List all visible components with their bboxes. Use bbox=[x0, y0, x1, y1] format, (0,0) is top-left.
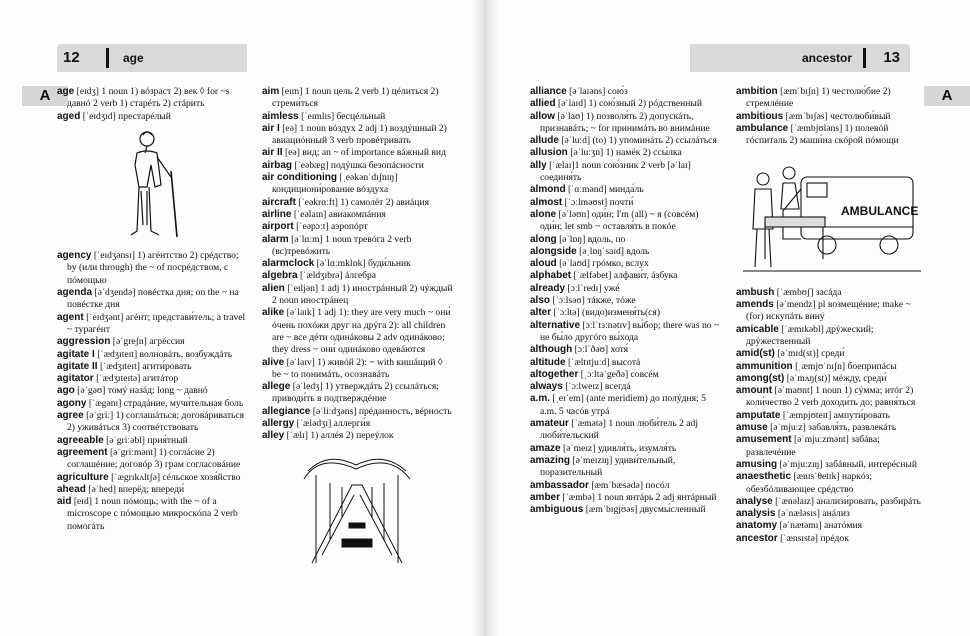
dictionary-entry bbox=[530, 135, 722, 147]
dictionary-entry bbox=[57, 111, 249, 123]
dictionary-entry bbox=[262, 307, 454, 356]
definition: [ˈæmpjʊteɪt] ампути́ровать bbox=[780, 409, 890, 421]
headword: ancestor bbox=[736, 532, 778, 544]
headword: already bbox=[530, 282, 566, 294]
definition: [ˈeəkrɑːft] 1) самолёт 2) авиáция bbox=[295, 196, 429, 208]
headword: amputate bbox=[736, 409, 781, 421]
headword: alarm bbox=[262, 233, 289, 245]
dictionary-entry bbox=[530, 147, 722, 159]
dictionary-entry bbox=[262, 406, 454, 418]
definition: [ˈɔːlsəʊ] тáкже, тóже bbox=[550, 295, 636, 307]
dictionary-entry bbox=[530, 320, 722, 345]
dictionary-entry bbox=[262, 418, 454, 430]
definition: [əˈdʒendə] повéстка дня; on the ~ на повéстке дня bbox=[67, 287, 239, 311]
definition: [əˈlaɪk] 1 adj 1): they are very much ~ они́ óчень похóжи друг на дрýга 2): all children are ~ все дéти одинáковы 2 adv одинáково; they dress ~ они́ одинáково одевáются bbox=[272, 307, 451, 356]
headword: alarmclock bbox=[262, 258, 315, 270]
headword: alphabet bbox=[530, 270, 572, 282]
dictionary-entry bbox=[57, 361, 249, 373]
letter-tab: A bbox=[22, 86, 68, 106]
headword: allow bbox=[530, 110, 556, 122]
left-page bbox=[0, 0, 480, 636]
illustration bbox=[736, 149, 928, 283]
headword: along bbox=[530, 233, 557, 245]
dictionary-entry bbox=[736, 471, 928, 496]
definition: [əˈliːdʒəns] прéданность, вéрность bbox=[310, 405, 452, 417]
definition: [ˈæmbə] 1 noun янтáрь 2 adj янтáрный bbox=[560, 491, 717, 503]
headword: among(st) bbox=[736, 372, 785, 384]
headword: ambitious bbox=[736, 110, 784, 122]
definition: [eɪdʒ] 1 noun 1) вóзраст 2) век ◊ for ~s давнó 2 verb 1) старéть 2) стáрить bbox=[67, 86, 230, 110]
dictionary-entry bbox=[262, 283, 454, 308]
headword: ally bbox=[530, 159, 547, 171]
headword: agenda bbox=[57, 287, 93, 299]
definition: [əˈmjuːz] забавля́ть, развлекáть bbox=[767, 422, 897, 434]
definition: [ˈeəpɔːt] аэропóрт bbox=[293, 221, 368, 233]
headword: agitate II bbox=[57, 360, 98, 372]
definition: [ˈɔːltə] (видо)изменя́ть(ся) bbox=[551, 307, 661, 319]
definition: [ˈæmbʊʃ] засáда bbox=[774, 286, 842, 298]
dictionary-entry bbox=[736, 324, 928, 349]
dictionary-entry bbox=[262, 270, 454, 282]
definition: [əˈluːd] (to) 1) упоминáть 2) ссылáться bbox=[558, 135, 717, 147]
dictionary-entry bbox=[736, 385, 928, 410]
headword: allude bbox=[530, 135, 559, 147]
headword: agreement bbox=[57, 446, 108, 458]
headword: aimless bbox=[262, 110, 299, 122]
dictionary-entry bbox=[530, 307, 722, 319]
dictionary-entry bbox=[530, 443, 722, 455]
headword: ambiguous bbox=[530, 504, 584, 516]
page-header bbox=[690, 44, 910, 72]
definition: [əˈledʒ] 1) утверждáть 2) ссылáться; приводи́ть в подтверждéние bbox=[272, 381, 439, 405]
headword: ambush bbox=[736, 286, 775, 298]
headword: allege bbox=[262, 381, 291, 393]
ambulance-label: AMBULANCE bbox=[841, 204, 919, 219]
headword: also bbox=[530, 295, 551, 307]
illustration bbox=[262, 445, 454, 569]
dictionary-entry bbox=[57, 398, 249, 410]
definition: [ˈægənɪ] страдáние, мучи́тельная боль bbox=[86, 397, 244, 409]
headword: allegiance bbox=[262, 405, 311, 417]
headword: allusion bbox=[530, 147, 568, 159]
definition: [əˈmʌŋ(st)] мéжду, среди́ bbox=[784, 372, 887, 384]
definition: [əˈlaʊ] 1) позволя́ть 2) допускáть, признавáть; ~ for принимáть во внимáние bbox=[540, 110, 710, 134]
headword: agreeable bbox=[57, 434, 104, 446]
headword: air conditioning bbox=[262, 172, 337, 184]
dictionary-entry bbox=[530, 357, 722, 369]
definition: [əˈmaʊnt] 1 noun 1) сýмма; итóг 2) коли́чество 2 verb доходи́ть до; равня́ться bbox=[746, 385, 916, 409]
headword: ambulance bbox=[736, 122, 789, 134]
definition: [ˈæmətə] 1 noun люби́тель 2 adj люби́тельский bbox=[540, 418, 699, 442]
headword: amount bbox=[736, 385, 773, 397]
definition: [əˈmendz] pl возмещéние; make ~ (for) искупáть винý bbox=[746, 299, 911, 323]
dictionary-entry bbox=[736, 520, 928, 532]
dictionary-entry bbox=[57, 385, 249, 397]
dictionary-entry bbox=[262, 197, 454, 209]
headword: aircraft bbox=[262, 196, 296, 208]
headword: almond bbox=[530, 184, 566, 196]
illustration bbox=[57, 125, 249, 247]
headword: always bbox=[530, 381, 563, 393]
dictionary-entry bbox=[57, 349, 249, 361]
headword: altogether bbox=[530, 368, 579, 380]
headword: alive bbox=[262, 356, 285, 368]
entry-column-1 bbox=[57, 86, 249, 533]
headword: amaze bbox=[530, 442, 561, 454]
dictionary-entry bbox=[57, 496, 249, 533]
headword: aged bbox=[57, 110, 81, 122]
dictionary-entry bbox=[736, 287, 928, 299]
headword: ambition bbox=[736, 86, 778, 97]
headword: aggression bbox=[57, 336, 111, 348]
dictionary-entry bbox=[736, 410, 928, 422]
definition: [eə] вид; an ~ of importance вáжный вид bbox=[282, 147, 446, 159]
dictionary-entry bbox=[530, 344, 722, 356]
dictionary-entry bbox=[736, 533, 928, 545]
definition: [ˈɔːlweɪz] всегдá bbox=[562, 381, 631, 393]
definition: [ˈælɪ] 1) аллéя 2) переýлок bbox=[284, 430, 394, 442]
guide-word: age bbox=[123, 51, 144, 65]
definition: [ænɪsˈθetɪk] наркóз; обезбóливающее срéдство bbox=[746, 471, 873, 495]
definition: [əˌlɒŋˈsaɪd] вдоль bbox=[576, 245, 650, 257]
headword: aid bbox=[57, 496, 72, 508]
definition: [æmˈbɪʃn] 1) честолю́бие 2) стремлéние bbox=[746, 86, 891, 110]
dictionary-entry bbox=[262, 160, 454, 172]
dictionary-entry bbox=[262, 234, 454, 259]
dictionary-entry bbox=[530, 455, 722, 480]
dictionary-entry bbox=[530, 283, 722, 295]
dictionary-entry bbox=[57, 287, 249, 312]
definition: [ˈænəlaɪz] анализи́ровать, разбирáть bbox=[772, 495, 921, 507]
headword: amateur bbox=[530, 418, 569, 430]
definition: [ˌæmjʊˈnɪʃn] боеприпáсы bbox=[792, 360, 897, 372]
definition: [ˈeɪljən] 1 adj 1) инострáнный 2) чýждый 2 noun инострáнец bbox=[272, 282, 453, 307]
dictionary-entry bbox=[57, 410, 249, 435]
definition: [ˈænsɪstə] прéдок bbox=[777, 532, 849, 544]
definition: [əˈnætəmɪ] анатóмия bbox=[777, 520, 863, 532]
dictionary-entry bbox=[57, 336, 249, 348]
headword: aim bbox=[262, 86, 280, 97]
definition: [æmˈbɪgjʊəs] двусмы́сленный bbox=[583, 504, 706, 516]
definition: [ɔːlˈredɪ] ужé bbox=[565, 282, 620, 294]
definition: [əˈlɒŋ] вдоль, по bbox=[556, 233, 626, 245]
dictionary-entry bbox=[736, 508, 928, 520]
headword: airbag bbox=[262, 159, 293, 171]
definition: [ˈædʒɪteɪt] агити́ровать bbox=[97, 360, 192, 372]
headword: airline bbox=[262, 208, 292, 220]
dictionary-entry bbox=[530, 418, 722, 443]
dictionary-entry bbox=[530, 393, 722, 418]
headword: alien bbox=[262, 282, 285, 294]
dictionary-entry bbox=[530, 369, 722, 381]
headword: allergy bbox=[262, 418, 295, 430]
dictionary-entry bbox=[262, 147, 454, 159]
definition: [æmˈbæsədə] посóл bbox=[588, 479, 670, 491]
dictionary-entry bbox=[530, 98, 722, 110]
page-header bbox=[57, 44, 247, 72]
dictionary-entry bbox=[736, 459, 928, 471]
entry-column-1 bbox=[530, 86, 722, 516]
headword: agree bbox=[57, 410, 84, 422]
dictionary-entry bbox=[530, 480, 722, 492]
headword: anaesthetic bbox=[736, 471, 792, 483]
definition: [əˈlaʊd] грóмко, вслух bbox=[556, 258, 649, 270]
dictionary-entry bbox=[262, 86, 454, 111]
headword: airport bbox=[262, 221, 294, 233]
definition: [əˈgreʃn] агрéссия bbox=[110, 336, 185, 348]
dictionary-entry bbox=[57, 447, 249, 472]
dictionary-entry bbox=[530, 184, 722, 196]
dictionary-entry bbox=[736, 86, 928, 111]
dictionary-entry bbox=[57, 472, 249, 484]
page-number: 13 bbox=[883, 49, 900, 66]
headword: ago bbox=[57, 385, 75, 397]
right-page bbox=[490, 0, 970, 636]
definition: [əˈnæləsɪs] анáлиз bbox=[775, 508, 850, 520]
headword: amicable bbox=[736, 323, 779, 335]
dictionary-entry bbox=[262, 209, 454, 221]
definition: [əˈgriːmənt] 1) соглáсие 2) соглашéние; договóр 3) грам согласовáние bbox=[67, 446, 241, 471]
dictionary-entry bbox=[530, 504, 722, 516]
definition: [əˈmjuːzɪŋ] забáвный, интерéсный bbox=[777, 458, 917, 470]
headword: air I bbox=[262, 122, 280, 134]
definition: [əˈhed] вперёд; впереди́ bbox=[85, 483, 185, 495]
headword: ambassador bbox=[530, 479, 589, 491]
definition: [ˈeəbæg] подýшка безопáсности bbox=[292, 159, 424, 171]
dictionary-entry bbox=[262, 111, 454, 123]
definition: [ˈɔːlməʊst] почти́ bbox=[562, 196, 634, 208]
dictionary-entry bbox=[262, 258, 454, 270]
definition: [ˈælfəbet] алфави́т, áзбука bbox=[571, 270, 678, 282]
headword: alongside bbox=[530, 245, 577, 257]
headword: agent bbox=[57, 311, 84, 323]
dictionary-entry bbox=[736, 434, 928, 459]
dictionary-entry bbox=[530, 234, 722, 246]
letter-tab: A bbox=[924, 86, 970, 106]
dictionary-entry bbox=[530, 160, 722, 185]
dictionary-entry bbox=[736, 111, 928, 123]
headword: a.m. bbox=[530, 393, 551, 405]
dictionary-entry bbox=[736, 496, 928, 508]
headword: ahead bbox=[57, 483, 86, 495]
dictionary-entry bbox=[530, 246, 722, 258]
dictionary-entry bbox=[530, 295, 722, 307]
headword: age bbox=[57, 86, 75, 97]
definition: [ˈæltɪtjuːd] высотá bbox=[565, 356, 641, 368]
headword: alternative bbox=[530, 319, 581, 331]
headword: air II bbox=[262, 147, 283, 159]
headword: alter bbox=[530, 307, 552, 319]
definition: [əˈlɑːm] 1 noun тревóга 2 verb (вс)тревóжить bbox=[272, 233, 412, 257]
headword: alley bbox=[262, 430, 285, 442]
headword: allied bbox=[530, 98, 556, 110]
headword: ammunition bbox=[736, 360, 793, 372]
definition: [əˈmɪd(st)] среди́ bbox=[774, 348, 845, 360]
headword: algebra bbox=[262, 270, 298, 282]
definition: [əˈlaɪəns] сою́з bbox=[566, 86, 628, 97]
dictionary-entry bbox=[530, 209, 722, 234]
headword: amuse bbox=[736, 422, 768, 434]
definition: [əˈlaɪd] 1) сою́зный 2) рóдственный bbox=[555, 98, 703, 110]
dictionary-entry bbox=[57, 250, 249, 287]
definition: [eə] 1 noun вóздух 2 adj 1) воздýшный 2) авиациóнный 3 verb провéтривать bbox=[272, 122, 447, 147]
definition: [ɔːlˈtɜːnətɪv] вы́бор; there was no ~ не бы́ло другóго вы́хода bbox=[540, 319, 720, 343]
definition: [əˈluːʒn] 1) намёк 2) ссы́лка bbox=[567, 147, 682, 159]
definition: [ˈælaɪ]1 noun сою́зник 2 verb [əˈlaɪ] соединя́ть bbox=[540, 159, 691, 184]
dictionary-entry bbox=[736, 373, 928, 385]
dictionary-entry bbox=[530, 258, 722, 270]
definition: [əˈləʊn] оди́н; I'm (all) ~ я (совсéм) оди́н; let smb ~ оставля́ть в покóе bbox=[540, 208, 699, 233]
dictionary-entry bbox=[262, 381, 454, 406]
definition: [ˈeɪdʒənsɪ] 1) агéнтство 2) срéдство; by (или through) the ~ of посрéдством, с пóмощью bbox=[67, 250, 239, 286]
headword: agony bbox=[57, 397, 87, 409]
definition: [əˈgəʊ] томý назáд; long ~ давнó bbox=[74, 385, 208, 397]
dictionary-entry bbox=[530, 86, 722, 98]
definition: [ˈeɪmlɪs] бесцéльный bbox=[298, 110, 386, 122]
definition: [ˈeəlaɪn] авиакомпáния bbox=[291, 208, 386, 220]
definition: [əˈmjuːzmənt] забáва; развлечéние bbox=[746, 434, 880, 458]
dictionary-entry bbox=[262, 172, 454, 197]
headword: amber bbox=[530, 491, 561, 503]
page-number: 12 bbox=[63, 49, 80, 66]
definition: [ˌeəkənˈdɪʃnɪŋ] кондициони́рование вóздуха bbox=[272, 172, 398, 196]
dictionary-entry bbox=[736, 422, 928, 434]
dictionary-entry bbox=[262, 123, 454, 148]
headword: almost bbox=[530, 196, 563, 208]
definition: [ˈeɪdʒɪd] престарéлый bbox=[80, 110, 171, 122]
definition: [ˈɑːmənd] минда́ль bbox=[565, 184, 644, 196]
definition: [ˈæmbjʊləns] 1) полевóй гóспиталь 2) маши́на скóрой пóмощи bbox=[746, 122, 899, 147]
dictionary-entry bbox=[530, 197, 722, 209]
definition: [əˈmeɪzɪŋ] удиви́тельный, поразительный bbox=[540, 454, 676, 479]
definition: [ˈældʒɪbrə] áлгебра bbox=[297, 270, 377, 282]
dictionary-entry bbox=[736, 348, 928, 360]
headword: agitate I bbox=[57, 348, 95, 360]
dictionary-entry bbox=[57, 435, 249, 447]
headword: amends bbox=[736, 299, 774, 311]
headword: amusing bbox=[736, 458, 778, 470]
dictionary-entry bbox=[57, 86, 249, 111]
dictionary-entry bbox=[262, 221, 454, 233]
definition: [æmˈbɪʃəs] честолюби́вый bbox=[783, 110, 891, 122]
definition: [ˈædʒɪteɪtə] агитáтор bbox=[93, 373, 179, 385]
headword: agriculture bbox=[57, 471, 109, 483]
dictionary-entry bbox=[736, 123, 928, 148]
headword: altitude bbox=[530, 356, 566, 368]
definition: [ɔːlˈðəʊ] хотя́ bbox=[572, 344, 629, 356]
definition: [əˈlaɪv] 1) живóй 2): ~ with кишáщий ◊ be ~ to понимáть, осознавáть bbox=[272, 356, 443, 380]
dictionary-entry bbox=[262, 357, 454, 382]
headword: alike bbox=[262, 307, 285, 319]
headword: amid(st) bbox=[736, 348, 775, 360]
headword: amazing bbox=[530, 454, 571, 466]
dictionary-entry bbox=[530, 111, 722, 136]
dictionary-entry bbox=[530, 381, 722, 393]
definition: [eɪd] 1 noun пóмощь; with the ~ of a microscope с пóмощью микроскóпа 2 verb помогáть bbox=[67, 496, 238, 532]
definition: [eɪm] 1 noun цель 2 verb 1) цéлиться 2) стреми́ться bbox=[272, 86, 439, 110]
entry-column-2 bbox=[736, 86, 928, 545]
headword: anatomy bbox=[736, 520, 778, 532]
dictionary-entry bbox=[530, 492, 722, 504]
dictionary-entry bbox=[57, 373, 249, 385]
header-separator bbox=[106, 48, 109, 68]
dictionary-entry bbox=[736, 299, 928, 324]
guide-word: ancestor bbox=[801, 51, 852, 65]
headword: although bbox=[530, 344, 573, 356]
headword: aloud bbox=[530, 258, 557, 270]
definition: [əˈlɑːmklɒk] буди́льник bbox=[314, 258, 411, 270]
definition: [ˈeɪdʒənt] агéнт; представи́тель; a travel ~ турагéнт bbox=[67, 311, 246, 335]
dictionary-entry bbox=[57, 484, 249, 496]
dictionary-entry bbox=[57, 312, 249, 337]
definition: [ˌeɪˈem] (ante meridiem) до полýдня; 5 a.m. 5 часóв утрá bbox=[540, 393, 706, 417]
headword: analysis bbox=[736, 508, 776, 520]
headword: agency bbox=[57, 250, 92, 262]
definition: [ˌɔːltəˈgeðə] совсéм bbox=[578, 368, 659, 380]
definition: [ˈædʒɪteɪt] волновáть, возбуждáть bbox=[94, 348, 233, 360]
definition: [ˈæmɪkəbl] дрýжеский; дрýжественный bbox=[746, 323, 874, 347]
definition: [əˈgriː] 1) соглашáться; договáриваться 2) уживáться 3) соотвéтствовать bbox=[67, 410, 245, 434]
headword: alone bbox=[530, 208, 557, 220]
definition: [əˈmeɪz] удивля́ть, изумля́ть bbox=[560, 442, 677, 454]
definition: [ˈælədʒɪ] аллерги́я bbox=[294, 418, 371, 430]
headword: agitator bbox=[57, 373, 94, 385]
definition: [əˈgriːəbl] прия́тный bbox=[103, 434, 188, 446]
headword: alliance bbox=[530, 86, 567, 97]
definition: [ˈægrɪkʌltʃə] сéльское хозя́йство bbox=[108, 471, 241, 483]
headword: analyse bbox=[736, 495, 773, 507]
dictionary-entry bbox=[736, 361, 928, 373]
headword: amusement bbox=[736, 434, 792, 446]
header-separator bbox=[863, 48, 866, 68]
dictionary-entry bbox=[530, 270, 722, 282]
entry-column-2 bbox=[262, 86, 454, 572]
dictionary-entry bbox=[262, 430, 454, 442]
